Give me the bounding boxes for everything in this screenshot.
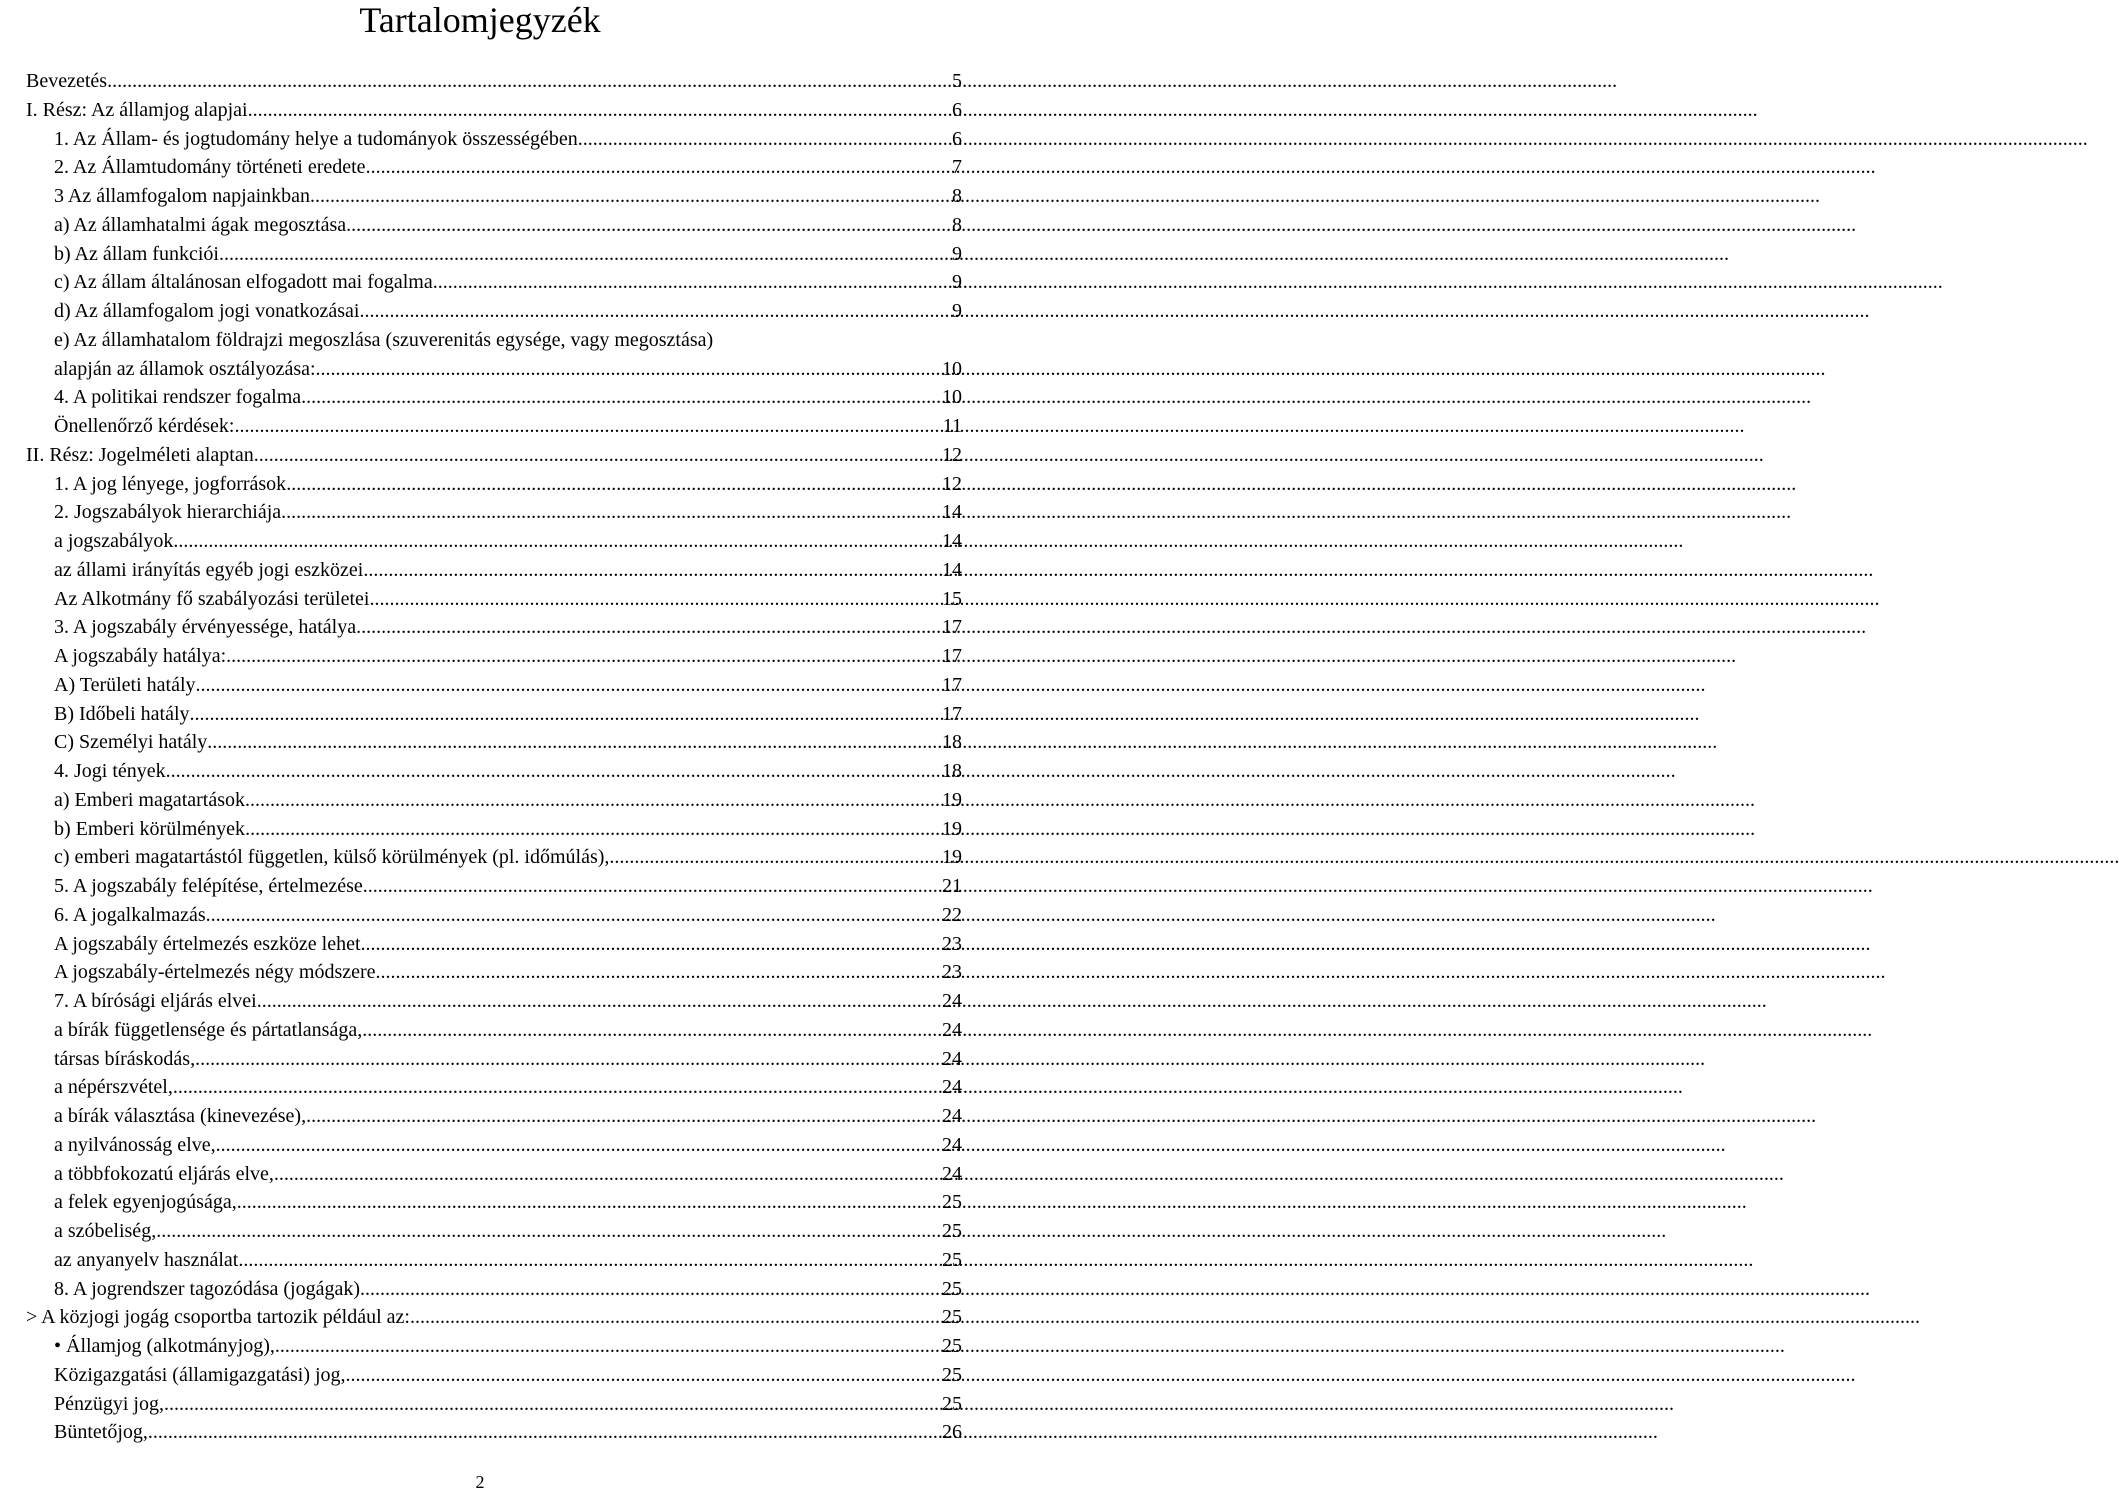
toc-entry-title: Pénzügyi jog, xyxy=(54,1392,164,1415)
toc-leader-dots xyxy=(245,815,942,844)
toc-entry-title: az anyanyelv használat. xyxy=(54,1248,244,1271)
toc-entry[interactable] xyxy=(26,1217,962,1246)
toc-entry-page: 21 xyxy=(942,875,962,897)
toc-leader-dots xyxy=(360,1275,942,1304)
toc-leader-dots xyxy=(173,1073,942,1102)
toc-entry-title: alapján az államok osztályozása: xyxy=(54,357,316,380)
toc-leader-dots xyxy=(376,958,942,987)
toc-entry[interactable] xyxy=(26,1361,962,1390)
toc-leader-dots xyxy=(310,182,952,211)
toc-leader-dots xyxy=(207,728,942,757)
toc-entry-page: 12 xyxy=(942,472,962,495)
toc-entry-title: Büntetőjog, xyxy=(54,1421,148,1444)
toc-leader-dots xyxy=(281,498,942,527)
toc-entry-title: c) emberi magatartástól független, külső körülmények (pl. időmúlás), xyxy=(54,846,610,869)
toc-entry-title: B) Időbeli hatály xyxy=(54,702,190,725)
toc-entry-title: d) Az államfogalom jogi vonatkozásai xyxy=(54,300,360,322)
toc-leader-dots xyxy=(156,1217,942,1246)
toc-entry-title: 8. A jogrendszer tagozódása (jogágak) xyxy=(54,1277,361,1300)
toc-leader-dots xyxy=(578,125,952,154)
toc-entry-title: e) Az államhatalom földrajzi megoszlása (szuverenitás egysége, vagy megosztása) xyxy=(54,328,714,351)
toc-entry[interactable] xyxy=(26,182,962,211)
toc-entry-title: a szóbeliség, xyxy=(54,1220,157,1242)
toc-leader-dots xyxy=(166,757,942,786)
toc-entry-page: 24 xyxy=(942,1018,962,1041)
toc-entry-page: 25 xyxy=(942,1363,962,1386)
toc-leader-dots xyxy=(196,671,942,700)
toc-leader-dots xyxy=(243,1246,942,1275)
toc-entry[interactable] xyxy=(26,786,962,815)
toc-entry[interactable] xyxy=(26,412,962,441)
toc-entry-title: Önellenőrző kérdések: xyxy=(54,415,235,437)
toc-entry-title: 4. Jogi tények xyxy=(54,760,166,782)
toc-entry-title: 1. A jog lényege, jogforrások xyxy=(54,472,287,495)
toc-leader-dots xyxy=(107,67,952,96)
toc-entry-page: 25 xyxy=(942,1335,962,1357)
toc-entry[interactable] xyxy=(26,383,962,412)
toc-entry-page: 24 xyxy=(942,1105,962,1127)
toc-entry-page: 17 xyxy=(942,673,962,696)
toc-entry-title: b) Emberi körülmények xyxy=(54,817,246,840)
toc-entry[interactable] xyxy=(26,211,962,240)
toc-entry-title: a jogszabályok xyxy=(54,530,174,552)
toc-entry-title: a bírák függetlensége és pártatlansága, xyxy=(54,1018,363,1041)
toc-entry[interactable] xyxy=(26,268,962,297)
toc-entry-title: Bevezetés xyxy=(26,70,108,92)
toc-entry[interactable] xyxy=(26,153,962,182)
toc-leader-dots xyxy=(356,613,942,642)
toc-entry-title: • Államjog (alkotmányjog), xyxy=(54,1335,275,1357)
toc-leader-dots xyxy=(362,1016,942,1045)
toc-leader-dots xyxy=(363,872,942,901)
toc-entry[interactable] xyxy=(26,757,962,786)
toc-entry[interactable] xyxy=(26,556,962,585)
toc-entry-page: 9 xyxy=(952,300,962,322)
toc-entry[interactable] xyxy=(26,1275,962,1304)
toc-entry[interactable] xyxy=(26,901,962,930)
toc-leader-dots xyxy=(346,1361,942,1390)
toc-entry-page: 17 xyxy=(942,616,962,639)
toc-entry-page: 9 xyxy=(952,242,962,265)
toc-entry[interactable] xyxy=(26,527,962,556)
toc-entry[interactable] xyxy=(26,1016,962,1045)
toc-leader-dots xyxy=(257,987,942,1016)
toc-leader-dots xyxy=(410,1303,942,1332)
toc-entry-page: 25 xyxy=(942,1277,962,1300)
toc-entry-page: 5 xyxy=(952,70,962,92)
toc-entry-title: 2. Az Államtudomány történeti eredete xyxy=(54,156,366,179)
table-of-contents xyxy=(26,67,962,1447)
toc-entry[interactable] xyxy=(26,1045,962,1074)
toc-leader-dots xyxy=(190,700,942,729)
toc-entry-title: A jogszabály hatálya: xyxy=(54,645,227,667)
toc-leader-dots xyxy=(216,1131,942,1160)
toc-entry-page: 19 xyxy=(942,788,962,811)
toc-entry[interactable] xyxy=(26,872,962,901)
toc-entry[interactable] xyxy=(26,1246,962,1275)
toc-entry[interactable] xyxy=(26,671,962,700)
toc-entry-title: a felek egyenjogúsága, xyxy=(54,1191,237,1214)
toc-entry[interactable] xyxy=(26,67,962,96)
toc-entry-page: 25 xyxy=(942,1248,962,1271)
toc-entry-title: 2. Jogszabályok hierarchiája xyxy=(54,501,282,524)
toc-leader-dots xyxy=(195,1045,942,1074)
toc-entry-page: 25 xyxy=(942,1220,962,1242)
toc-entry-page: 24 xyxy=(942,1133,962,1156)
toc-entry-title: A) Területi hatály xyxy=(54,673,196,696)
toc-leader-dots xyxy=(226,642,942,671)
toc-entry-title: 5. A jogszabály felépítése, értelmezése xyxy=(54,875,363,897)
toc-entry[interactable] xyxy=(26,585,962,614)
toc-entry[interactable] xyxy=(26,930,962,959)
toc-entry[interactable] xyxy=(26,326,962,355)
toc-entry[interactable] xyxy=(26,240,962,269)
toc-entry-title: A jogszabály-értelmezés négy módszere xyxy=(54,961,376,984)
toc-entry-page: 24 xyxy=(942,990,962,1012)
toc-entry[interactable] xyxy=(26,700,962,729)
toc-leader-dots xyxy=(164,1390,942,1419)
toc-leader-dots xyxy=(286,470,942,499)
toc-entry-title: az állami irányítás egyéb jogi eszközei xyxy=(54,558,364,581)
toc-entry-title: c) Az állam általánosan elfogadott mai fogalma xyxy=(54,271,433,294)
toc-entry-title: a bírák választása (kinevezése), xyxy=(54,1105,307,1127)
toc-entry[interactable] xyxy=(26,1303,962,1332)
toc-entry-page: 18 xyxy=(942,731,962,754)
toc-entry[interactable] xyxy=(26,1390,962,1419)
toc-leader-dots xyxy=(316,355,942,384)
toc-entry-page: 24 xyxy=(942,1047,962,1070)
toc-entry-page: 14 xyxy=(942,530,962,552)
toc-entry[interactable] xyxy=(26,843,962,872)
toc-leader-dots xyxy=(274,1160,942,1189)
toc-entry[interactable] xyxy=(26,297,962,326)
toc-leader-dots xyxy=(148,1418,942,1447)
toc-entry-title: I. Rész: Az államjog alapjai xyxy=(26,98,248,121)
toc-entry[interactable] xyxy=(26,642,962,671)
toc-entry[interactable] xyxy=(26,125,962,154)
toc-entry[interactable] xyxy=(26,1102,962,1131)
toc-entry-title: > A közjogi jogág csoportba tartozik például az: xyxy=(26,1306,410,1329)
toc-entry-title: a) Emberi magatartások xyxy=(54,788,246,811)
toc-leader-dots xyxy=(254,441,942,470)
toc-entry-page: 14 xyxy=(942,558,962,581)
toc-entry-title: 7. A bírósági eljárás elvei xyxy=(54,990,257,1012)
toc-entry[interactable] xyxy=(26,96,962,125)
toc-entry[interactable] xyxy=(26,1160,962,1189)
toc-leader-dots xyxy=(301,383,942,412)
toc-leader-dots xyxy=(173,527,942,556)
toc-entry-title: a nyilvánosság elve, xyxy=(54,1133,216,1156)
page-title: Tartalomjegyzék xyxy=(359,0,601,40)
toc-entry-page: 10 xyxy=(942,386,962,409)
toc-entry-page: 19 xyxy=(942,846,962,869)
toc-leader-dots xyxy=(433,268,952,297)
toc-entry-title: a) Az államhatalmi ágak megosztása xyxy=(54,213,347,236)
toc-leader-dots xyxy=(219,240,952,269)
toc-entry[interactable] xyxy=(26,987,962,1016)
toc-entry-page: 22 xyxy=(942,903,962,926)
toc-entry[interactable] xyxy=(26,958,962,987)
toc-leader-dots xyxy=(275,1332,942,1361)
toc-entry[interactable] xyxy=(26,441,962,470)
toc-entry[interactable] xyxy=(26,1332,962,1361)
toc-entry-page: 17 xyxy=(942,702,962,725)
toc-entry-title: II. Rész: Jogelméleti alaptan xyxy=(26,443,254,466)
toc-leader-dots xyxy=(363,556,942,585)
toc-entry-page: 14 xyxy=(942,501,962,524)
toc-entry-title: 4. A politikai rendszer fogalma xyxy=(54,386,302,409)
page-number: 2 xyxy=(475,1472,485,1492)
toc-entry-page: 12 xyxy=(942,443,962,466)
toc-entry-page: 10 xyxy=(942,357,962,380)
toc-entry-title: 1. Az Állam- és jogtudomány helye a tudományok összességében xyxy=(54,127,578,150)
toc-entry-page: 25 xyxy=(942,1191,962,1214)
toc-entry-page: 19 xyxy=(942,817,962,840)
toc-entry-title: társas bíráskodás, xyxy=(54,1047,196,1070)
toc-entry-title: 6. A jogalkalmazás xyxy=(54,903,206,926)
toc-entry-title: A jogszabály értelmezés eszköze lehet xyxy=(54,932,361,955)
toc-entry[interactable] xyxy=(26,498,962,527)
toc-entry[interactable] xyxy=(26,1418,962,1447)
toc-leader-dots xyxy=(234,412,942,441)
toc-leader-dots xyxy=(245,786,942,815)
toc-entry-page: 9 xyxy=(952,271,962,294)
toc-entry-title: Az Alkotmány fő szabályozási területei xyxy=(54,587,370,610)
toc-leader-dots xyxy=(369,585,942,614)
toc-entry-title: 3. A jogszabály érvényessége, hatálya xyxy=(54,616,357,639)
toc-leader-dots xyxy=(366,153,952,182)
toc-entry-title: a népérszvétel, xyxy=(54,1076,173,1099)
toc-leader-dots xyxy=(248,96,952,125)
toc-entry-page: 17 xyxy=(942,645,962,667)
toc-entry-page: 25 xyxy=(942,1306,962,1329)
toc-entry[interactable] xyxy=(26,1073,962,1102)
toc-leader-dots xyxy=(361,930,942,959)
toc-leader-dots xyxy=(609,843,942,872)
toc-leader-dots xyxy=(346,211,952,240)
toc-leader-dots xyxy=(237,1188,942,1217)
toc-entry-page: 6 xyxy=(952,127,962,150)
toc-entry-title: a többfokozatú eljárás elve, xyxy=(54,1162,274,1185)
toc-entry-page: 11 xyxy=(942,415,962,437)
toc-entry[interactable] xyxy=(26,1188,962,1217)
toc-entry[interactable] xyxy=(26,613,962,642)
toc-entry[interactable] xyxy=(26,815,962,844)
toc-leader-dots xyxy=(306,1102,942,1131)
toc-entry-page: 7 xyxy=(952,156,962,179)
toc-entry[interactable] xyxy=(26,1131,962,1160)
toc-entry-page: 25 xyxy=(942,1392,962,1415)
toc-entry-page: 23 xyxy=(942,932,962,955)
toc-entry-title: 3 Az államfogalom napjainkban xyxy=(54,185,311,207)
toc-entry-page: 18 xyxy=(942,760,962,782)
toc-entry-page: 8 xyxy=(952,185,962,207)
toc-entry-title: b) Az állam funkciói xyxy=(54,242,219,265)
toc-entry-page: 24 xyxy=(942,1162,962,1185)
toc-leader-dots xyxy=(359,297,952,326)
toc-entry[interactable] xyxy=(26,470,962,499)
toc-entry-page: 6 xyxy=(952,98,962,121)
toc-entry[interactable] xyxy=(26,728,962,757)
toc-entry-page: 15 xyxy=(942,587,962,610)
toc-entry-page: 24 xyxy=(942,1076,962,1099)
toc-entry-page: 26 xyxy=(942,1421,962,1444)
toc-entry-page: 8 xyxy=(952,213,962,236)
toc-entry-title: C) Személyi hatály xyxy=(54,731,208,754)
toc-entry-title: Közigazgatási (államigazgatási) jog, xyxy=(54,1363,346,1386)
toc-leader-dots xyxy=(206,901,942,930)
toc-entry[interactable] xyxy=(26,355,962,384)
toc-entry-page: 23 xyxy=(942,961,962,984)
